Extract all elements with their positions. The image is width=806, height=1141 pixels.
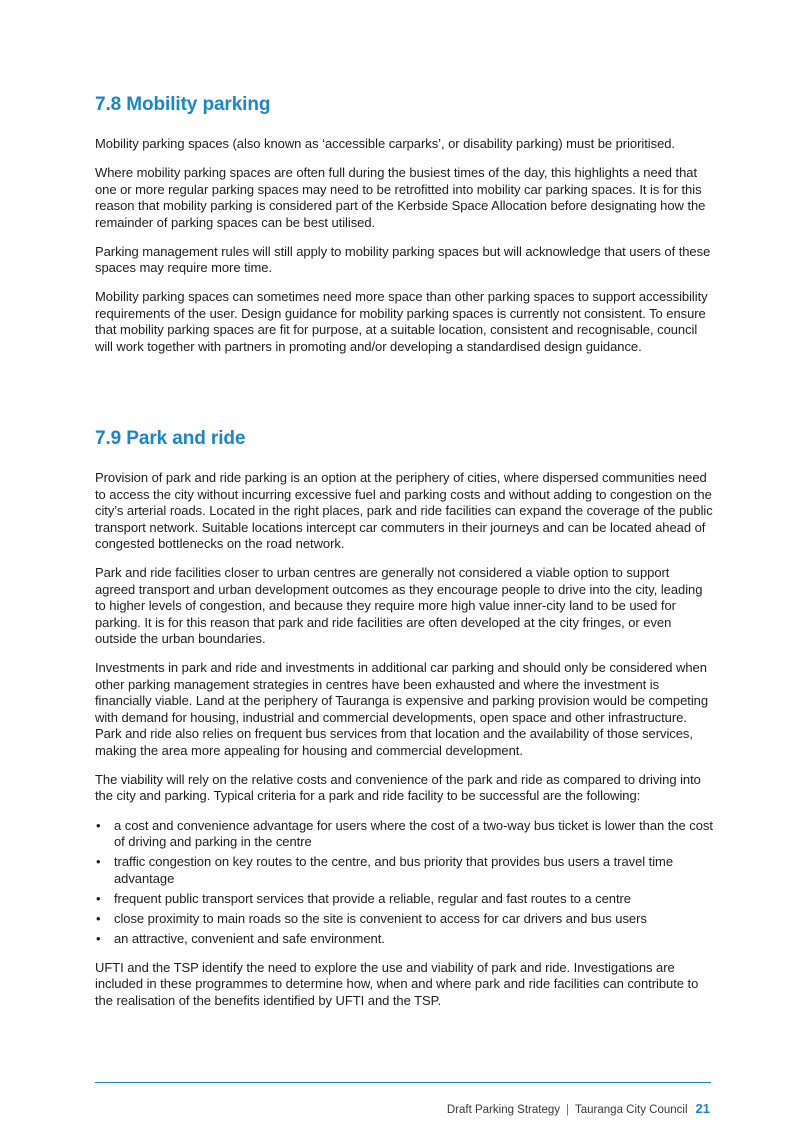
list-item-text: close proximity to main roads so the site is convenient to access for car drivers and bus users (114, 910, 647, 926)
list-item (95, 911, 713, 928)
section-park-and-ride (95, 428, 713, 1009)
paragraph: The viability will rely on the relative costs and convenience of the park and ride as compared to driving into the city and parking. Typical criteria for a park and ride facility to be successful are the following: (95, 771, 701, 803)
bullet-icon: • (96, 910, 101, 926)
paragraph: Provision of park and ride parking is an option at the periphery of cities, where dispersed communities need to access the city without incurring excessive fuel and parking costs and without adding to congestion on the city’s arterial roads. Located in the right places, park and ride facilities can expand the coverage of the public transport network. Suitable locations intercept car commuters in their journeys and can be located ahead of congested bottlenecks on the road network. (95, 470, 713, 551)
list-item (95, 854, 713, 887)
list-item-text: a cost and convenience advantage for users where the cost of a two-way bus ticket is lower than the cost of driving and parking in the centre (114, 817, 713, 849)
footer-separator: | (566, 1104, 570, 1116)
list-item-text: an attractive, convenient and safe environment. (114, 930, 385, 946)
bullet-icon: • (96, 930, 101, 946)
bullet-icon: • (96, 854, 101, 869)
paragraph: Mobility parking spaces (also known as ‘accessible carparks’, or disability parking) must be prioritised. (95, 136, 675, 151)
list-item-text: traffic congestion on key routes to the centre, and bus priority that provides bus users a travel time advantage (114, 854, 674, 886)
footer-document-title: Draft Parking Strategy (446, 1104, 561, 1116)
paragraph: Parking management rules will still apply to mobility parking spaces but will acknowledge that users of these spaces may require more time. (95, 243, 711, 275)
paragraph: Park and ride facilities closer to urban centres are generally not considered a viable option to support agreed transport and urban development outcomes as they encourage people to drive into the city, leading to higher levels of congestion, and because they require more high value inner-city land to be used for parking. It is for this reason that park and ride facilities are often developed at the city fringes, or even outside the urban boundaries. (95, 565, 703, 646)
section-heading: 7.9 Park and ride (95, 428, 246, 449)
paragraph: Where mobility parking spaces are often full during the busiest times of the day, this highlights a need that one or more regular parking spaces may need to be retrofitted into mobility car parking spaces. It is for this reason that mobility parking is considered part of the Kerbside Space Allocation before designating how the remainder of parking spaces can be best utilised. (95, 165, 706, 230)
paragraph: Mobility parking spaces can sometimes need more space than other parking spaces to support accessibility requirements of the user. Design guidance for mobility parking spaces is currently not consistent. To ensure that mobility parking spaces are fit for purpose, at a suitable location, consistent and recognisable, council will work together with partners in promoting and/or developing a standardised design guidance. (95, 289, 708, 354)
list-item (95, 891, 713, 908)
bullet-icon: • (96, 817, 101, 833)
page-number: 21 (695, 1101, 710, 1116)
footer-organisation: Tauranga City Council (575, 1104, 688, 1116)
footer-divider (95, 1082, 711, 1083)
list-item (95, 931, 713, 948)
paragraph: UFTI and the TSP identify the need to explore the use and viability of park and ride. Investigations are included in these programmes to determine how, when and where park and ride facilities can contribute to the realisation of the benefits identified by UFTI and the TSP. (95, 959, 699, 1008)
bullet-icon: • (96, 890, 101, 906)
list-item (95, 818, 713, 851)
paragraph: Investments in park and ride and investments in additional car parking and should only be considered when other parking management strategies in centres have been exhausted and where the investment is financially viable. Land at the periphery of Tauranga is expensive and parking provision would be competing with demand for housing, industrial and commercial developments, open space and other infrastructure. Park and ride also relies on frequent bus services from that location and the availability of those services, making the area more appealing for housing and commercial development. (95, 660, 709, 758)
section-heading: 7.8 Mobility parking (95, 94, 271, 115)
page-footer (447, 1101, 710, 1116)
criteria-list (95, 818, 713, 948)
section-mobility-parking (95, 94, 713, 355)
list-item-text: frequent public transport services that provide a reliable, regular and fast routes to a centre (114, 890, 631, 906)
